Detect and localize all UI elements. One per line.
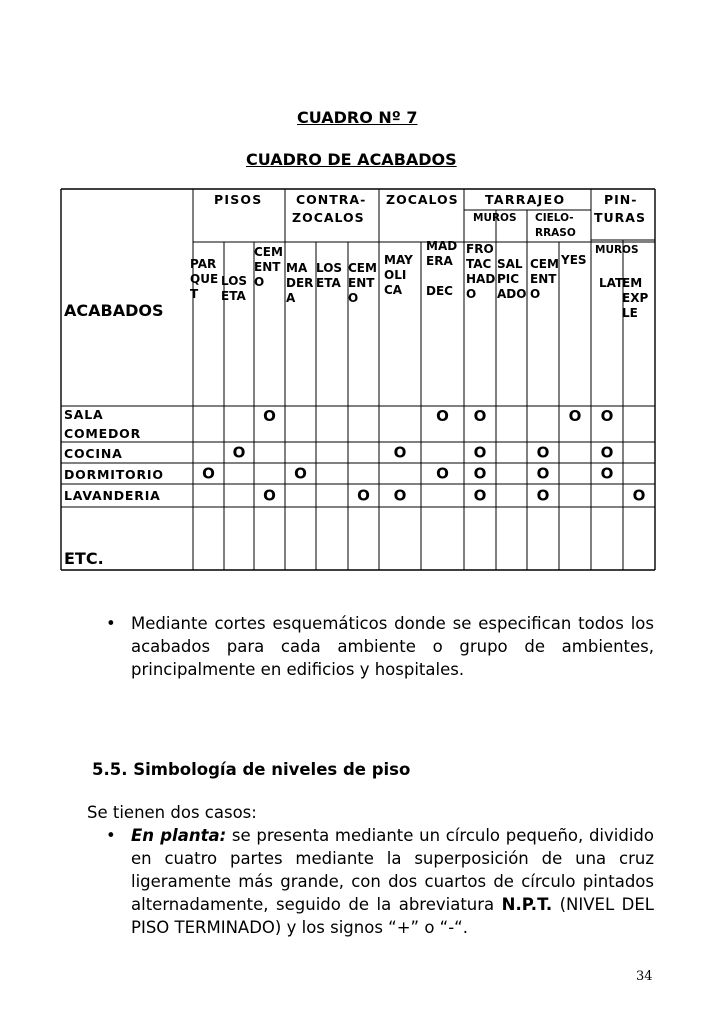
header-cielo-1: CIELO- bbox=[535, 212, 574, 224]
header-contra-1: CONTRA- bbox=[296, 192, 367, 207]
column-header-text: DER bbox=[286, 276, 314, 290]
header-zocalos: ZOCALOS bbox=[386, 192, 459, 207]
page-number: 34 bbox=[636, 969, 653, 984]
table-cell-mark: O bbox=[473, 464, 487, 483]
column-header-text: QUE bbox=[190, 272, 219, 286]
column-header-text: ENT bbox=[348, 276, 375, 290]
table-cell-mark: O bbox=[263, 407, 276, 425]
header-pinturas-1: PIN- bbox=[604, 192, 638, 207]
column-header-text: CEM bbox=[530, 257, 559, 271]
table-cell-mark: O bbox=[393, 486, 407, 505]
section-heading: 5.5. Simbología de niveles de piso bbox=[92, 760, 411, 779]
column-header-text: O bbox=[254, 275, 265, 289]
row-label-lavanderia: LAVANDERIA bbox=[64, 488, 161, 503]
column-header-text: LE bbox=[622, 306, 638, 320]
header-tarrajeo-muros: MUROS bbox=[473, 212, 517, 224]
bullet-text-a: se presenta mediante un círculo pequeño, dividido en cuatro partes mediante la superposición de una cruz ligeramente más grande, con dos cuartos de círculo pintados alternadamente, seguido de la abreviatura bbox=[131, 826, 654, 914]
table-cell-mark: O bbox=[436, 464, 449, 483]
column-header-text: PIC bbox=[497, 272, 520, 286]
column-header-text: O bbox=[530, 287, 541, 301]
table-cell-mark: O bbox=[473, 486, 487, 505]
row-label-dormitorio: DORMITORIO bbox=[64, 467, 164, 482]
table-cell-mark: O bbox=[536, 486, 550, 505]
column-header-text: MA bbox=[286, 261, 308, 275]
table-cell-mark: O bbox=[202, 464, 215, 483]
column-header-text: T bbox=[190, 287, 199, 301]
column-header-text: TAC bbox=[466, 257, 492, 271]
column-header-text: EM bbox=[622, 276, 643, 290]
column-header-text: MAY bbox=[384, 253, 413, 267]
column-header-text: A bbox=[286, 291, 296, 305]
column-header-text: OLI bbox=[384, 268, 407, 282]
column-header-text: ENT bbox=[530, 272, 557, 286]
table-cell-mark: O bbox=[600, 407, 614, 425]
table-cell-mark: O bbox=[294, 464, 307, 483]
column-header-text: SAL bbox=[497, 257, 523, 271]
table-cell-mark: O bbox=[263, 486, 276, 505]
bullet-dot: • bbox=[106, 614, 116, 633]
table-cell-mark: O bbox=[473, 443, 487, 462]
column-header-text: ENT bbox=[254, 260, 281, 274]
table-cell-mark: O bbox=[232, 443, 246, 462]
table-cell-mark: O bbox=[632, 486, 646, 505]
table-cell-mark: O bbox=[436, 407, 449, 425]
table-cell-mark: O bbox=[600, 443, 614, 462]
column-header-text: MAD bbox=[426, 239, 458, 253]
column-header-text: O bbox=[348, 291, 359, 305]
bullet-text-b: (NIVEL DEL PISO TERMINADO) y los signos “+” o “-“. bbox=[131, 895, 654, 937]
table-marks bbox=[202, 407, 645, 505]
column-headers bbox=[190, 239, 648, 320]
column-header-text: CEM bbox=[254, 245, 283, 259]
bullet-text bbox=[131, 824, 654, 939]
bullet-text: Mediante cortes esquemáticos donde se especifican todos los acabados para cada ambiente o grupo de ambientes, principalmente en edificios y hospitales. bbox=[131, 614, 654, 679]
column-header-text: YES bbox=[561, 253, 587, 267]
cases-intro: Se tienen dos casos: bbox=[87, 803, 257, 822]
column-header-text: HAD bbox=[466, 272, 496, 286]
column-header-text: ERA bbox=[426, 254, 453, 268]
row-label-etc: ETC. bbox=[64, 549, 104, 568]
table-cell-mark: O bbox=[600, 464, 614, 483]
column-header-text: CEM bbox=[348, 261, 377, 275]
bullet-item-planta bbox=[106, 824, 654, 939]
acabados-label: ACABADOS bbox=[64, 301, 164, 320]
header-pinturas-2: TURAS bbox=[594, 210, 646, 225]
table-cell-mark: O bbox=[536, 464, 550, 483]
table-grid-lines bbox=[61, 189, 655, 570]
header-pinturas-muros: MUROS bbox=[595, 244, 639, 256]
header-pisos: PISOS bbox=[214, 192, 263, 207]
column-header-text: ETA bbox=[221, 289, 246, 303]
table-cell-mark: O bbox=[393, 443, 407, 462]
table-cell-mark: O bbox=[536, 443, 550, 462]
header-tarrajeo: TARRAJEO bbox=[485, 192, 566, 207]
column-header-text: ETA bbox=[316, 276, 341, 290]
table-cell-mark: O bbox=[357, 486, 370, 505]
table-number-title: CUADRO Nº 7 bbox=[297, 108, 418, 127]
column-header-text: PAR bbox=[190, 257, 217, 271]
table-cell-mark: O bbox=[568, 407, 582, 425]
column-header-text: CA bbox=[384, 283, 403, 297]
column-header-text: ADO bbox=[497, 287, 527, 301]
column-header-text: O bbox=[466, 287, 477, 301]
header-cielo-2: RRASO bbox=[535, 227, 576, 239]
column-header-text: EXP bbox=[622, 291, 649, 305]
table-cell-mark: O bbox=[473, 407, 487, 425]
row-label-sala: SALA bbox=[64, 407, 104, 422]
row-label-comedor: COMEDOR bbox=[64, 426, 142, 441]
column-header-text: LAT bbox=[599, 276, 624, 290]
header-contra-2: ZOCALOS bbox=[292, 210, 365, 225]
npt-abbreviation: N.P.T. bbox=[501, 895, 553, 914]
column-header-text: DEC bbox=[426, 284, 453, 298]
bullet-item-cortes bbox=[106, 612, 654, 681]
bullet-lead: En planta: bbox=[131, 826, 227, 845]
column-header-text: LOS bbox=[221, 274, 248, 288]
row-label-cocina: COCINA bbox=[64, 446, 123, 461]
bullet-dot: • bbox=[106, 826, 116, 845]
column-header-text: LOS bbox=[316, 261, 343, 275]
column-header-text: FRO bbox=[466, 242, 494, 256]
table-title: CUADRO DE ACABADOS bbox=[246, 150, 457, 169]
